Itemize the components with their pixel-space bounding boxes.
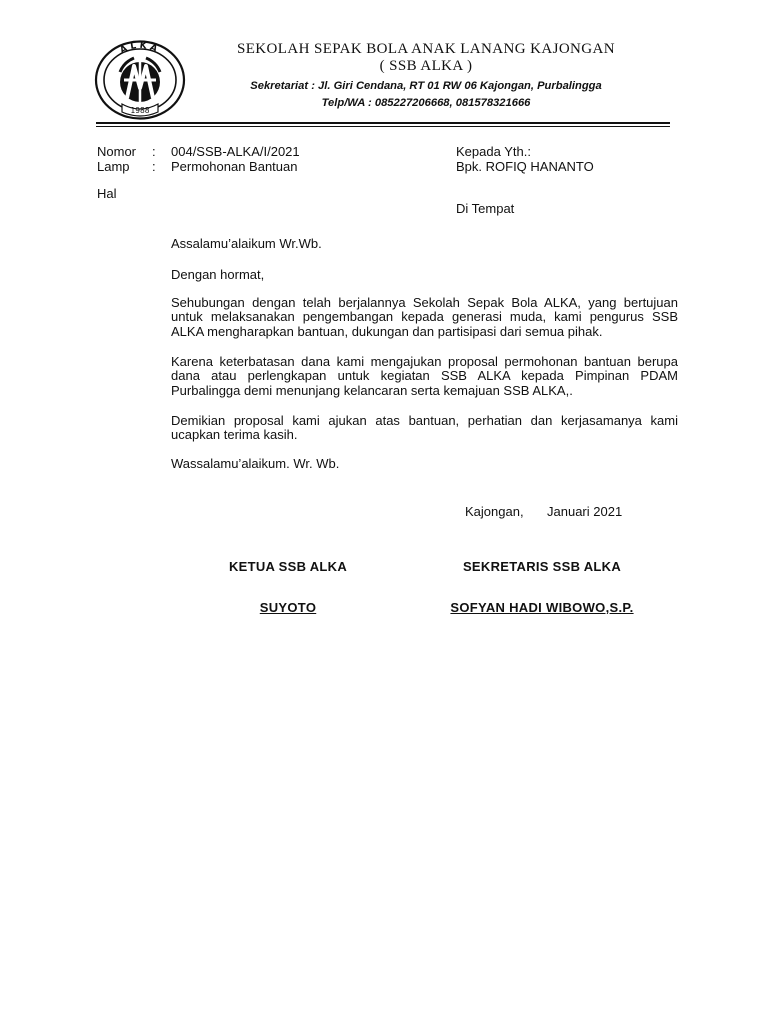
recipient-name: Bpk. ROFIQ HANANTO [456,159,594,174]
secretariat-address: Sekretariat : Jl. Giri Cendana, RT 01 RW 06 Kajongan, Purbalingga [250,80,602,92]
right-signatory-name: SOFYAN HADI WIBOWO,S.P. [450,600,634,615]
club-emblem-icon [94,40,186,120]
left-signatory-name: SUYOTO [259,600,317,615]
logo-top-text: ALKA [118,40,162,57]
recipient-heading: Kepada Yth.: [456,144,531,159]
paragraph-request: Karena keterbatasan dana kami mengajukan proposal permohonan bantuan berupa dana atau perlengkapan untuk kegiatan SSB ALKA kepada Pimpinan PDAM Purbalingga demi menunjang kelancaran serta kemajuan SSB ALKA,. [171,354,678,398]
lamp-value: Permohonan Bantuan [171,159,298,174]
opening-greeting: Assalamu’alaikum Wr.Wb. [171,236,322,251]
nomor-value: 004/SSB-ALKA/I/2021 [171,144,300,159]
school-abbreviation: ( SSB ALKA ) [379,58,473,74]
logo-year: 1988 [130,106,150,115]
lamp-separator: : [152,159,156,174]
club-logo [94,40,186,120]
right-signatory-title: SEKRETARIS SSB ALKA [462,559,622,574]
letterhead-divider-thick [96,122,670,124]
paragraph-purpose: Sehubungan dengan telah berjalannya Sekolah Sepak Bola ALKA, yang bertujuan untuk melaksanakan pengembangan kepada generasi muda, kami pengurus SSB ALKA mengharapkan bantuan, dukungan dan partisipasi dari semua pihak. [171,295,678,339]
nomor-separator: : [152,144,156,159]
lamp-label: Lamp [97,159,130,174]
nomor-label: Nomor [97,144,137,159]
recipient-location: Di Tempat [456,201,515,216]
closing-greeting: Wassalamu’alaikum. Wr. Wb. [171,456,340,471]
paragraph-thanks: Demikian proposal kami ajukan atas bantuan, perhatian dan kerjasamanya kami ucapkan terima kasih. [171,413,678,443]
contact-phone: Telp/WA : 085227206668, 081578321666 [321,97,531,109]
left-signatory-title: KETUA SSB ALKA [228,559,348,574]
letterhead-divider-thin [96,126,670,127]
school-name: SEKOLAH SEPAK BOLA ANAK LANANG KAJONGAN [237,41,615,57]
date-place: Kajongan, [465,504,524,519]
salutation: Dengan hormat, [171,267,265,282]
hal-label: Hal [97,186,117,201]
date-value: Januari 2021 [547,504,623,519]
